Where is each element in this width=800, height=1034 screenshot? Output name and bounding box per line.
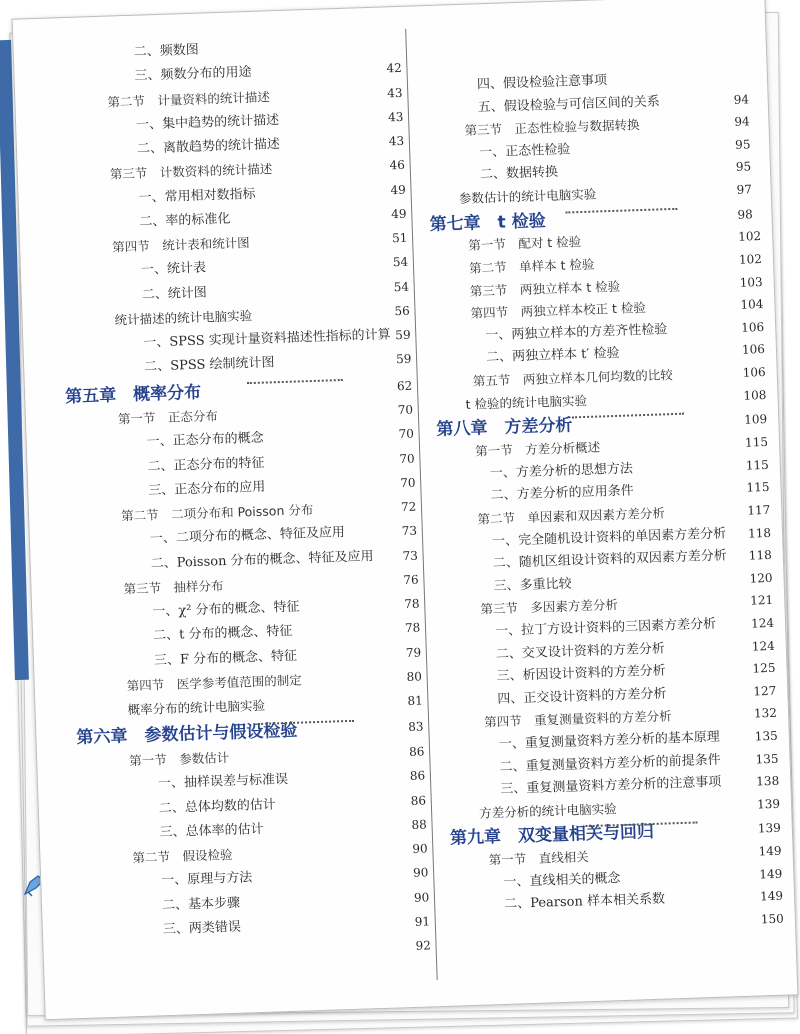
- toc-entry-title: 第七章 t 检验: [429, 210, 546, 235]
- toc-page-number: 81: [407, 693, 423, 709]
- toc-entry-title: 一、正态分布的概念: [146, 431, 264, 450]
- toc-entry-title: 二、交叉设计资料的方差分析: [495, 640, 666, 662]
- toc-entry-title: 四、正交设计资料的方差分析: [497, 686, 667, 707]
- toc-entry-title: 第一节 配对 t 检验: [468, 234, 582, 254]
- toc-page-number: 86: [410, 793, 427, 808]
- toc-entry-title: 一、抽样误差与标准误: [157, 772, 289, 792]
- toc-page-number: 94: [733, 91, 750, 107]
- toc-page-number: 86: [408, 744, 425, 760]
- toc-page-number: 90: [412, 841, 428, 857]
- toc-entry-title: 一、统计表: [140, 260, 207, 278]
- toc-entry-title: 第三节 多因素方差分析: [480, 597, 619, 617]
- toc-page-number: 109: [744, 412, 768, 427]
- toc-page-number: 78: [404, 620, 421, 636]
- toc-page-number: 120: [749, 570, 773, 586]
- toc-entry-title: 三、两类错误: [162, 919, 242, 938]
- toc-entry-title: 二、统计图: [141, 284, 208, 303]
- toc-page-number: 72: [400, 499, 417, 515]
- toc-entry-title: 三、频数分布的用途: [134, 65, 252, 84]
- toc-page-number: 79: [405, 645, 422, 660]
- toc-entry-title: t 检验的统计电脑实验: [465, 392, 588, 412]
- toc-entry-title: 二、基本步骤: [161, 895, 241, 913]
- toc-page-number: 51: [391, 230, 408, 246]
- toc-entry-title: 一、完全随机设计资料的单因素方差分析: [491, 525, 727, 549]
- toc-page-number: 106: [741, 319, 765, 335]
- toc-page-number: 150: [760, 911, 784, 927]
- toc-page-number: 118: [748, 547, 772, 563]
- toc-page-number: 124: [751, 638, 775, 654]
- toc-page-number: 46: [389, 158, 406, 173]
- toc-entry-title: 一、二项分布的概念、特征及应用: [149, 525, 346, 547]
- toc-page-number: 139: [756, 796, 781, 812]
- toc-entry-title: 第五节 两独立样本几何均数的比较: [472, 367, 674, 389]
- toc-page-number: 149: [758, 843, 782, 859]
- toc-page-number: 135: [754, 728, 778, 744]
- toc-entry-title: 三、重复测量资料方差分析的注意事项: [500, 774, 722, 798]
- toc-page-number: 108: [743, 387, 767, 403]
- toc-entry-title: 一、χ² 分布的概念、特征: [152, 599, 300, 620]
- toc-page-number: 49: [390, 182, 406, 197]
- toc-page-number: 149: [759, 866, 783, 882]
- toc-page-number: 54: [392, 255, 409, 270]
- toc-page-number: 95: [735, 159, 752, 175]
- toc-entry-title: 三、多重比较: [493, 576, 572, 594]
- toc-entry-title: 第三节 正态性检验与数据转换: [464, 117, 640, 139]
- toc-entry-title: 第三节 抽样分布: [123, 577, 224, 597]
- toc-page-number: 70: [398, 427, 415, 442]
- toc-entry-title: 第三节 计数资料的统计描述: [109, 161, 273, 182]
- toc-entry-title: 四、假设检验注意事项: [476, 73, 608, 93]
- toc-entry-title: 统计描述的统计电脑实验: [114, 307, 253, 328]
- toc-entry-title: 第八章 方差分析: [436, 415, 573, 441]
- toc-page-number: 59: [395, 351, 412, 367]
- toc-entry-title: 第一节 参数估计: [129, 750, 230, 769]
- toc-page-number: 121: [750, 593, 774, 608]
- toc-entry-title: 二、率的标准化: [139, 211, 231, 230]
- toc-entry-title: 一、直线相关的概念: [503, 870, 621, 890]
- toc-page-number: 124: [750, 615, 775, 631]
- toc-page-number: 115: [746, 480, 770, 495]
- toc-page-number: 102: [738, 252, 763, 267]
- toc-page-number: 43: [387, 109, 404, 125]
- toc-entry-title: 第二节 单因素和双因素方差分析: [477, 505, 666, 527]
- toc-page-number: 95: [734, 137, 751, 152]
- toc-page-number: 73: [401, 524, 418, 539]
- toc-page-number: 70: [399, 475, 416, 491]
- toc-entry-title: 第九章 双变量相关与回归: [449, 822, 655, 849]
- toc-page-number: 102: [738, 229, 762, 245]
- toc-page-number: 70: [397, 402, 414, 418]
- toc-page: [12, 0, 799, 1020]
- toc-entry-title: 一、重复测量资料方差分析的基本原理: [498, 729, 721, 752]
- toc-entry-title: 二、重复测量资料方差分析的前提条件: [499, 752, 721, 775]
- toc-entry-title: 一、原理与方法: [161, 870, 253, 889]
- toc-entry-title: 第四节 统计表和统计图: [111, 235, 250, 255]
- toc-entry-title: 二、SPSS 绘制统计图: [143, 355, 275, 375]
- toc-entry-title: 第四节 重复测量资料的方差分析: [483, 708, 672, 730]
- toc-entry-title: 三、正态分布的应用: [148, 479, 266, 499]
- toc-page-number: 43: [388, 133, 405, 149]
- toc-page-number: 43: [387, 85, 403, 100]
- toc-page-number: 115: [744, 435, 769, 450]
- toc-entry-title: 第五章 概率分布: [64, 382, 202, 407]
- toc-page-number: 56: [394, 303, 411, 318]
- toc-entry-title: 五、假设检验与可信区间的关系: [477, 93, 660, 115]
- toc-page-number: 90: [413, 890, 430, 905]
- toc-entry-title: 一、方差分析的思想方法: [489, 461, 634, 481]
- toc-page-number: 149: [759, 889, 784, 904]
- toc-entry-title: 一、SPSS 实现计量资料描述性指标的计算: [143, 327, 391, 351]
- toc-page-number: 90: [412, 865, 429, 881]
- toc-page-number: 132: [753, 706, 778, 721]
- toc-entry-title: 二、Poisson 分布的概念、特征及应用: [150, 548, 374, 572]
- toc-entry-title: 第六章 参数估计与假设检验: [76, 721, 298, 749]
- toc-page-number: 91: [414, 914, 431, 929]
- toc-page-number: 88: [411, 817, 428, 832]
- toc-entry-title: 三、总体率的估计: [159, 821, 264, 841]
- toc-entry-title: 一、拉丁方设计资料的三因素方差分析: [494, 616, 717, 639]
- toc-page-number: 49: [391, 206, 407, 222]
- toc-page-number: 118: [747, 525, 772, 541]
- toc-page-number: 127: [753, 683, 777, 699]
- toc-page-number: 54: [393, 279, 410, 294]
- toc-page-number: 98: [737, 206, 753, 222]
- toc-page-number: 73: [402, 548, 419, 563]
- toc-entry-title: 第二节 假设检验: [132, 847, 233, 866]
- toc-page-number: 115: [745, 457, 769, 473]
- toc-entry-title: 方差分析的统计电脑实验: [478, 800, 617, 821]
- toc-page-number: 135: [755, 751, 779, 767]
- toc-page-number: 59: [395, 327, 411, 343]
- toc-entry-title: 第二节 单样本 t 检验: [468, 256, 595, 276]
- toc-entry-title: 三、析因设计资料的方差分析: [496, 663, 666, 685]
- toc-entry-title: 一、两独立样本的方差齐性检验: [485, 322, 668, 344]
- toc-entry-title: 第一节 直线相关: [488, 849, 589, 868]
- toc-entry-title: 二、Pearson 样本相关系数: [503, 891, 666, 913]
- toc-entry-title: 一、常用相对数指标: [138, 186, 256, 206]
- toc-entry-title: 三、F 分布的概念、特征: [153, 648, 298, 669]
- toc-left-column: [13, 7, 432, 953]
- toc-page-number: 104: [740, 297, 764, 313]
- toc-entry-title: 第二节 计量资料的统计描述: [107, 88, 271, 110]
- toc-entry-title: 一、正态性检验: [479, 142, 571, 161]
- toc-entry-title: 二、t 分布的概念、特征: [152, 624, 293, 644]
- toc-page-number: 139: [757, 821, 781, 836]
- toc-entry-title: 第四节 医学参考值范围的制定: [126, 672, 302, 694]
- toc-page-number: 92: [415, 938, 432, 953]
- toc-entry-title: 二、频数图: [133, 42, 200, 60]
- toc-page-number: 106: [742, 365, 766, 380]
- toc-entry-title: 二、正态分布的特征: [147, 455, 265, 475]
- toc-dot-leader: [572, 413, 684, 419]
- toc-entry-title: 概率分布的统计电脑实验: [127, 697, 266, 718]
- toc-page-number: 117: [747, 502, 771, 518]
- toc-entry-title: 第一节 正态分布: [117, 408, 219, 427]
- toc-page-number: 86: [409, 768, 426, 784]
- toc-entry-title: 二、方差分析的应用条件: [490, 483, 634, 504]
- toc-entry-title: 二、随机区组设计资料的双因素方差分析: [492, 548, 728, 572]
- toc-entry-title: 一、集中趋势的统计描述: [135, 112, 280, 133]
- toc-page-number: 94: [734, 114, 750, 130]
- toc-page-number: 42: [386, 61, 402, 76]
- toc-entry-title: 参数估计的统计电脑实验: [458, 186, 597, 207]
- toc-dot-leader: [247, 378, 343, 383]
- toc-page-number: 80: [406, 669, 423, 684]
- toc-entry-title: 二、离散趋势的统计描述: [136, 136, 281, 157]
- toc-page-number: 70: [399, 451, 415, 466]
- toc-dot-leader: [565, 207, 677, 213]
- toc-page-number: 76: [403, 572, 419, 588]
- toc-entry-title: 第四节 两独立样本校正 t 检验: [470, 300, 647, 321]
- toc-page-number: 103: [739, 274, 763, 290]
- toc-page-number: 78: [403, 596, 420, 612]
- toc-entry-title: 二、总体均数的估计: [158, 797, 277, 816]
- toc-entry-title: 二、数据转换: [479, 165, 559, 183]
- toc-entry-title: 第一节 方差分析概述: [474, 439, 601, 459]
- toc-entry-title: 第三节 两独立样本 t 检验: [469, 278, 621, 299]
- toc-entry-title: 二、两独立样本 t′ 检验: [485, 346, 620, 366]
- toc-page-number: 83: [408, 719, 424, 735]
- toc-page-number: 106: [741, 342, 766, 358]
- toc-page-number: 138: [756, 773, 780, 789]
- toc-entry-title: 第二节 二项分布和 Poisson 分布: [120, 502, 314, 524]
- toc-page-number: 62: [396, 378, 413, 393]
- toc-page-number: 125: [752, 660, 776, 676]
- toc-page-number: 97: [736, 182, 753, 197]
